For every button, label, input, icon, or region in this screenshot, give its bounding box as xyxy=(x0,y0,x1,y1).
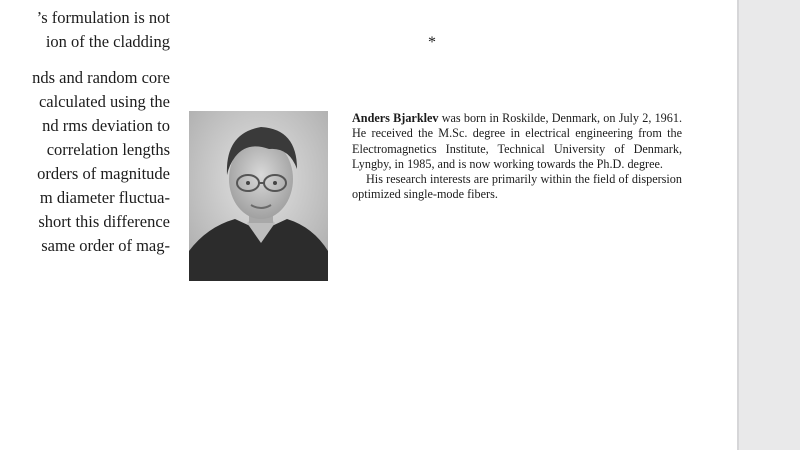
viewer-background xyxy=(737,0,800,450)
author-photo xyxy=(189,111,328,281)
bio-paragraph-1-text: was born in Roskilde, Denmark, on July 2, 1961. He received the M.Sc. degree in electrical engineering from the Electromagnetics Institute, Technical University of Denmark, Lyngby, in 1985, and is now working towards the Ph.D. degree. xyxy=(352,111,682,171)
paragraph-gap xyxy=(0,54,170,66)
text-line: m diameter fluctua- xyxy=(39,188,170,207)
text-line: ’s formulation is not xyxy=(36,8,170,27)
page-edge xyxy=(737,0,739,450)
author-biography xyxy=(352,111,682,203)
text-line: nd rms deviation to xyxy=(42,116,170,135)
bio-paragraph-2: His research interests are primarily within the field of dispersion optimized single-mode fibers. xyxy=(352,172,682,202)
text-line: ion of the cladding xyxy=(45,32,170,51)
author-portrait-image xyxy=(189,111,328,281)
text-line: short this difference xyxy=(38,212,170,231)
text-line: orders of magnitude xyxy=(37,164,170,183)
author-name: Anders Bjarklev xyxy=(352,111,439,125)
bio-paragraph-1 xyxy=(352,111,682,172)
footnote-asterisk: * xyxy=(428,34,436,51)
text-line: nds and random core xyxy=(32,68,170,87)
left-column-text xyxy=(0,6,170,258)
text-line: correlation lengths xyxy=(46,140,170,159)
text-line: calculated using the xyxy=(38,92,170,111)
text-line: same order of mag- xyxy=(41,236,170,255)
